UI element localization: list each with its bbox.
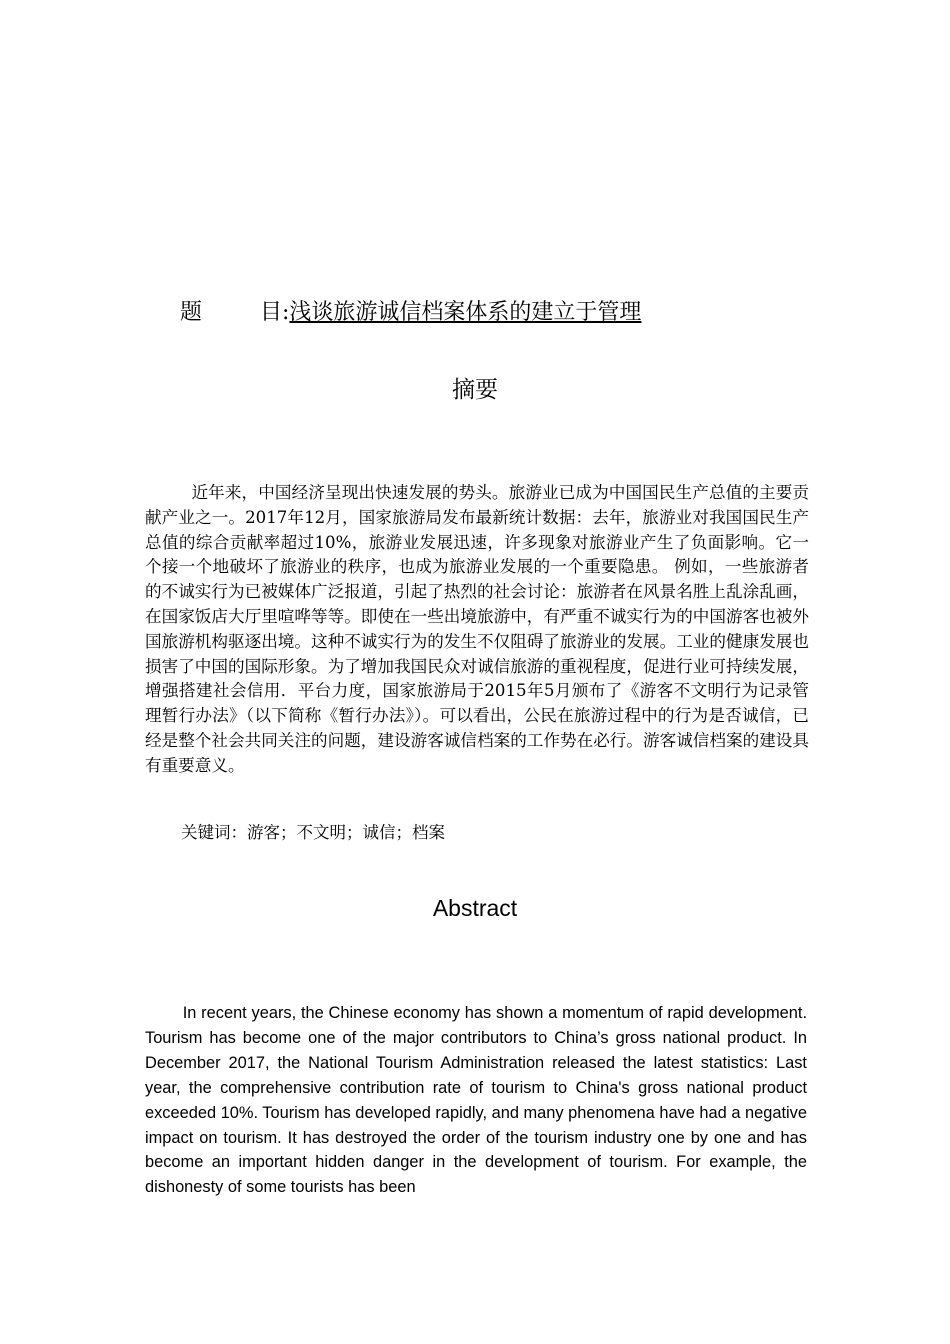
abstract-cn-paragraph: 近年来，中国经济呈现出快速发展的势头。旅游业已成为中国国民生产总值的主要贡献产业之一。2017年12月，国家旅游局发布最新统计数据：去年，旅游业对我国国民生产总值的综合贡献率超过10%，旅游业发展迅速，许多现象对旅游业产生了负面影响。它一个接一个地破坏了旅游业的秩序，也成为旅游业发展的一个重要隐患。 例如，一些旅游者的不诚实行为已被媒体广泛报道，引起了热烈的社会讨论：旅游者在风景名胜上乱涂乱画，在国家饭店大厅里喧哗等等。即使在一些出境旅游中，有严重不诚实行为的中国游客也被外国旅游机构驱逐出境。这种不诚实行为的发生不仅阻碍了旅游业的发展。工业的健康发展也损害了中国的国际形象。为了增加我国民众对诚信旅游的重视程度，促进行业可持续发展，增强搭建社会信用．平台力度，国家旅游局于2015年5月颁布了《游客不文明行为记录管理暂行办法》（以下简称《暂行办法》）。可以看出，公民在旅游过程中的行为是否诚信，已经是整个社会共同关注的问题，建设游客诚信档案的工作势在必行。游客诚信档案的建设具有重要意义。 bbox=[145, 483, 809, 775]
abstract-en-heading: Abstract bbox=[432, 895, 518, 921]
title-text: 浅谈旅游诚信档案体系的建立于管理 bbox=[289, 300, 642, 325]
thesis-title bbox=[180, 296, 800, 330]
abstract-en-paragraph: In recent years, the Chinese economy has shown a momentum of rapid development. Tourism has become one of the major contributors to China’s gross national product. In December 2017, the National Tourism Administration released the latest statistics: Last year, the comprehensive contribution rate of tourism to China's gross national product exceeded 10%. Tourism has developed rapidly, and many phenomena have had a negative impact on tourism. It has destroyed the order of the tourism industry one by one and has become an important hidden danger in the development of tourism. For example, the dishonesty of some tourists has been bbox=[145, 1004, 807, 1197]
abstract-cn-body bbox=[145, 481, 809, 779]
abstract-cn-heading: 摘要 bbox=[452, 377, 498, 403]
keywords-line: 关键词：游客；不文明；诚信；档案 bbox=[181, 823, 445, 842]
abstract-en-body bbox=[145, 1001, 807, 1200]
title-label-char2: 目: bbox=[260, 300, 290, 325]
title-label-char1: 题 bbox=[180, 300, 203, 325]
